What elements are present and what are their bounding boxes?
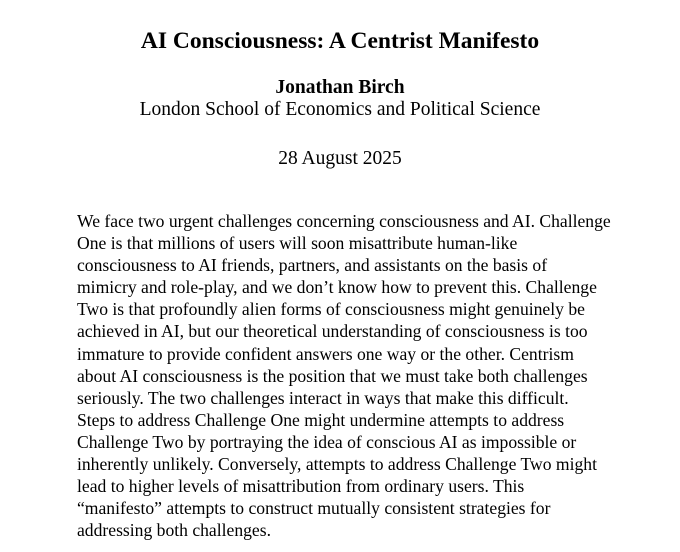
abstract-paragraph <box>77 210 637 541</box>
abstract-line: One is that millions of users will soon misattribute human-like <box>77 233 518 254</box>
abstract-line: lead to higher levels of misattribution from ordinary users. This <box>77 476 525 497</box>
abstract-line: consciousness to AI friends, partners, and assistants on the basis of <box>77 255 548 276</box>
abstract-line: addressing both challenges. <box>77 520 271 541</box>
abstract-line: Two is that profoundly alien forms of consciousness might genuinely be <box>77 299 585 320</box>
abstract-line: seriously. The two challenges interact in ways that make this difficult. <box>77 387 569 408</box>
paper-title: AI Consciousness: A Centrist Manifesto <box>140 28 540 54</box>
publication-date: 28 August 2025 <box>278 148 402 169</box>
abstract-line: achieved in AI, but our theoretical understanding of consciousness is too <box>77 321 588 342</box>
abstract-line: about AI consciousness is the position that we must take both challenges <box>77 365 588 386</box>
author-affiliation: London School of Economics and Political Science <box>139 99 541 120</box>
abstract-line: We face two urgent challenges concerning consciousness and AI. Challenge <box>77 211 611 231</box>
abstract-line: “manifesto” attempts to construct mutually consistent strategies for <box>77 498 551 519</box>
abstract-line: immature to provide confident answers one way or the other. Centrism <box>77 343 574 364</box>
author-name: Jonathan Birch <box>275 77 405 98</box>
abstract-line: Steps to address Challenge One might undermine attempts to address <box>77 409 565 430</box>
abstract-line: Challenge Two by portraying the idea of conscious AI as impossible or <box>77 431 577 452</box>
abstract-line: mimicry and role-play, and we don’t know how to prevent this. Challenge <box>77 277 597 298</box>
abstract-line: inherently unlikely. Conversely, attempts to address Challenge Two might <box>77 454 597 475</box>
